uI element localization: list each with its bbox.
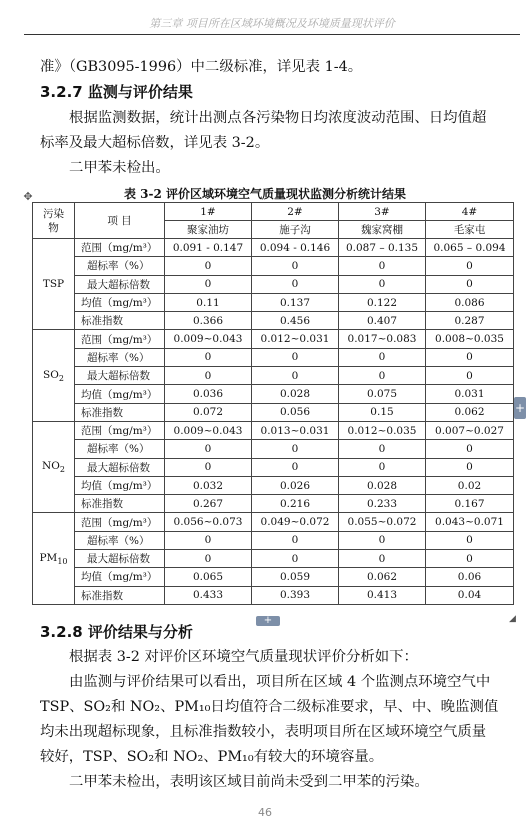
value-cell: 0 <box>426 275 514 293</box>
section-328-line: 均未出现超标现象，且标准指数较小，表明项目所在区域环境空气质量 <box>40 724 487 740</box>
section-327-para2: 二甲苯未检出。 <box>69 160 170 176</box>
value-cell: 0.055~0.072 <box>339 513 426 531</box>
header-site-num: 2# <box>252 203 339 221</box>
value-cell: 0.009~0.043 <box>165 330 252 348</box>
value-cell: 0.04 <box>426 586 514 604</box>
value-cell: 0 <box>165 348 252 366</box>
value-cell: 0.049~0.072 <box>252 513 339 531</box>
table-row <box>33 293 514 311</box>
value-cell: 0.15 <box>339 403 426 421</box>
table-row <box>33 403 514 421</box>
value-cell: 0.086 <box>426 293 514 311</box>
table-row <box>33 385 514 403</box>
item-label: 最大超标倍数 <box>75 550 165 568</box>
header-site-num: 4# <box>426 203 514 221</box>
item-label: 均值（mg/m³） <box>75 568 165 586</box>
value-cell: 0 <box>339 458 426 476</box>
section-328-line: TSP、SO₂和 NO₂、PM₁₀日均值符合二级标准要求，早、中、晚监测值 <box>40 699 499 715</box>
table-row <box>33 568 514 586</box>
value-cell: 0 <box>252 440 339 458</box>
value-cell: 0.032 <box>165 476 252 494</box>
value-cell: 0.012~0.031 <box>252 330 339 348</box>
pollutant-cell <box>33 513 75 604</box>
value-cell: 0.407 <box>339 312 426 330</box>
value-cell: 0.413 <box>339 586 426 604</box>
value-cell: 0 <box>339 367 426 385</box>
table-row <box>33 476 514 494</box>
value-cell: 0 <box>252 550 339 568</box>
value-cell: 0.008~0.035 <box>426 330 514 348</box>
table-row <box>33 421 514 439</box>
page-header: 第三章 项目所在区域环境概况及环境质量现状评价 <box>24 14 520 35</box>
header-site-name: 聚家油坊 <box>165 221 252 239</box>
value-cell: 0 <box>165 275 252 293</box>
value-cell: 0 <box>165 257 252 275</box>
value-cell: 0.233 <box>339 495 426 513</box>
section-328-title: 3.2.8 评价结果与分析 <box>40 623 193 641</box>
value-cell: 0 <box>165 458 252 476</box>
value-cell: 0.056 <box>252 403 339 421</box>
value-cell: 0.456 <box>252 312 339 330</box>
value-cell: 0.094 - 0.146 <box>252 239 339 257</box>
value-cell: 0.087 – 0.135 <box>339 239 426 257</box>
value-cell: 0 <box>165 531 252 549</box>
section-328-line: 二甲苯未检出，表明该区域目前尚未受到二甲苯的污染。 <box>69 774 429 790</box>
value-cell: 0 <box>426 531 514 549</box>
value-cell: 0 <box>426 440 514 458</box>
value-cell: 0 <box>252 257 339 275</box>
section-328-line: 根据表 3-2 对评价区环境空气质量现状评价分析如下： <box>69 649 418 665</box>
value-cell: 0.091 - 0.147 <box>165 239 252 257</box>
header-pollutant-line2: 物 <box>48 221 59 234</box>
value-cell: 0.137 <box>252 293 339 311</box>
value-cell: 0.062 <box>339 568 426 586</box>
value-cell: 0.122 <box>339 293 426 311</box>
item-label: 范围（mg/m³） <box>75 421 165 439</box>
value-cell: 0 <box>339 550 426 568</box>
pollutant-name: NO <box>42 460 60 473</box>
value-cell: 0.287 <box>426 312 514 330</box>
table-move-icon[interactable]: ✥ <box>23 190 33 203</box>
table-row <box>33 257 514 275</box>
item-label: 范围（mg/m³） <box>75 239 165 257</box>
value-cell: 0.433 <box>165 586 252 604</box>
value-cell: 0 <box>426 367 514 385</box>
value-cell: 0.06 <box>426 568 514 586</box>
header-site-name: 魏家窝棚 <box>339 221 426 239</box>
value-cell: 0 <box>339 275 426 293</box>
table-row <box>33 330 514 348</box>
value-cell: 0.11 <box>165 293 252 311</box>
table-row <box>33 312 514 330</box>
value-cell: 0 <box>252 275 339 293</box>
section-327-para1-line1: 根据监测数据，统计出测点各污染物日均浓度波动范围、日均值超 <box>69 110 487 126</box>
value-cell: 0 <box>426 257 514 275</box>
header-site-num: 3# <box>339 203 426 221</box>
header-site-name: 施子沟 <box>252 221 339 239</box>
value-cell: 0 <box>339 257 426 275</box>
item-label: 均值（mg/m³） <box>75 385 165 403</box>
pollutant-cell <box>33 239 75 330</box>
header-item: 项 目 <box>75 203 165 239</box>
value-cell: 0.028 <box>252 385 339 403</box>
table-row <box>33 367 514 385</box>
value-cell: 0.059 <box>252 568 339 586</box>
table-row <box>33 495 514 513</box>
value-cell: 0.031 <box>426 385 514 403</box>
value-cell: 0 <box>165 440 252 458</box>
value-cell: 0.017~0.083 <box>339 330 426 348</box>
table-row <box>33 275 514 293</box>
item-label: 超标率（%） <box>75 440 165 458</box>
pollutant-subscript: 2 <box>59 465 65 475</box>
section-327-para1-line2: 标率及最大超标倍数，详见表 3-2。 <box>40 135 270 151</box>
header-pollutant <box>33 203 75 239</box>
pollutant-name: PM <box>39 551 58 564</box>
item-label: 标准指数 <box>75 586 165 604</box>
item-label: 均值（mg/m³） <box>75 293 165 311</box>
pollutant-name: TSP <box>42 278 65 291</box>
value-cell: 0 <box>252 458 339 476</box>
section-328-line: 由监测与评价结果可以看出，项目所在区域 4 个监测点环境空气中 <box>69 674 491 690</box>
table-caption: 表 3-2 评价区域环境空气质量现状监测分析统计结果 <box>123 187 407 201</box>
value-cell: 0.007~0.027 <box>426 421 514 439</box>
value-cell: 0.028 <box>339 476 426 494</box>
value-cell: 0.013~0.031 <box>252 421 339 439</box>
value-cell: 0 <box>339 348 426 366</box>
item-label: 标准指数 <box>75 312 165 330</box>
value-cell: 0.167 <box>426 495 514 513</box>
value-cell: 0.056~0.073 <box>165 513 252 531</box>
section-327-title: 3.2.7 监测与评价结果 <box>40 83 193 101</box>
item-label: 最大超标倍数 <box>75 458 165 476</box>
table-row <box>33 550 514 568</box>
item-label: 范围（mg/m³） <box>75 513 165 531</box>
value-cell: 0.393 <box>252 586 339 604</box>
value-cell: 0 <box>339 440 426 458</box>
pollutant-name: SO <box>43 368 59 381</box>
value-cell: 0.065 – 0.094 <box>426 239 514 257</box>
table-row <box>33 348 514 366</box>
value-cell: 0 <box>252 367 339 385</box>
table-resize-handle[interactable]: ◢ <box>509 614 516 624</box>
pollutant-subscript: 10 <box>57 556 68 566</box>
value-cell: 0 <box>426 348 514 366</box>
table-row <box>33 458 514 476</box>
value-cell: 0 <box>252 531 339 549</box>
value-cell: 0.02 <box>426 476 514 494</box>
value-cell: 0 <box>252 348 339 366</box>
item-label: 范围（mg/m³） <box>75 330 165 348</box>
value-cell: 0 <box>339 531 426 549</box>
pollutant-subscript: 2 <box>58 373 64 383</box>
value-cell: 0 <box>165 550 252 568</box>
item-label: 标准指数 <box>75 403 165 421</box>
table-row <box>33 586 514 604</box>
value-cell: 0 <box>426 550 514 568</box>
page-number: 46 <box>258 806 272 819</box>
header-site-num: 1# <box>165 203 252 221</box>
value-cell: 0.267 <box>165 495 252 513</box>
table-add-row-tab[interactable]: + <box>256 616 280 626</box>
value-cell: 0.009~0.043 <box>165 421 252 439</box>
item-label: 超标率（%） <box>75 348 165 366</box>
intro-line: 准》（GB3095-1996）中二级标准，详见表 1-4。 <box>40 59 363 75</box>
value-cell: 0.072 <box>165 403 252 421</box>
item-label: 均值（mg/m³） <box>75 476 165 494</box>
item-label: 最大超标倍数 <box>75 275 165 293</box>
value-cell: 0.062 <box>426 403 514 421</box>
section-328-line: 较好，TSP、SO₂和 NO₂、PM₁₀有较大的环境容量。 <box>40 749 384 765</box>
value-cell: 0 <box>426 458 514 476</box>
value-cell: 0 <box>165 367 252 385</box>
value-cell: 0.075 <box>339 385 426 403</box>
table-row <box>33 440 514 458</box>
item-label: 最大超标倍数 <box>75 367 165 385</box>
side-expand-tab[interactable]: + <box>514 397 526 419</box>
table-row <box>33 531 514 549</box>
air-quality-table <box>32 202 514 605</box>
table-row <box>33 239 514 257</box>
value-cell: 0.036 <box>165 385 252 403</box>
value-cell: 0.043~0.071 <box>426 513 514 531</box>
value-cell: 0.216 <box>252 495 339 513</box>
item-label: 超标率（%） <box>75 531 165 549</box>
value-cell: 0.026 <box>252 476 339 494</box>
table-row <box>33 513 514 531</box>
item-label: 标准指数 <box>75 495 165 513</box>
pollutant-cell <box>33 421 75 512</box>
pollutant-cell <box>33 330 75 421</box>
header-pollutant-line1: 污染 <box>43 207 64 220</box>
header-site-name: 毛家屯 <box>426 221 514 239</box>
value-cell: 0.366 <box>165 312 252 330</box>
item-label: 超标率（%） <box>75 257 165 275</box>
value-cell: 0.012~0.035 <box>339 421 426 439</box>
value-cell: 0.065 <box>165 568 252 586</box>
